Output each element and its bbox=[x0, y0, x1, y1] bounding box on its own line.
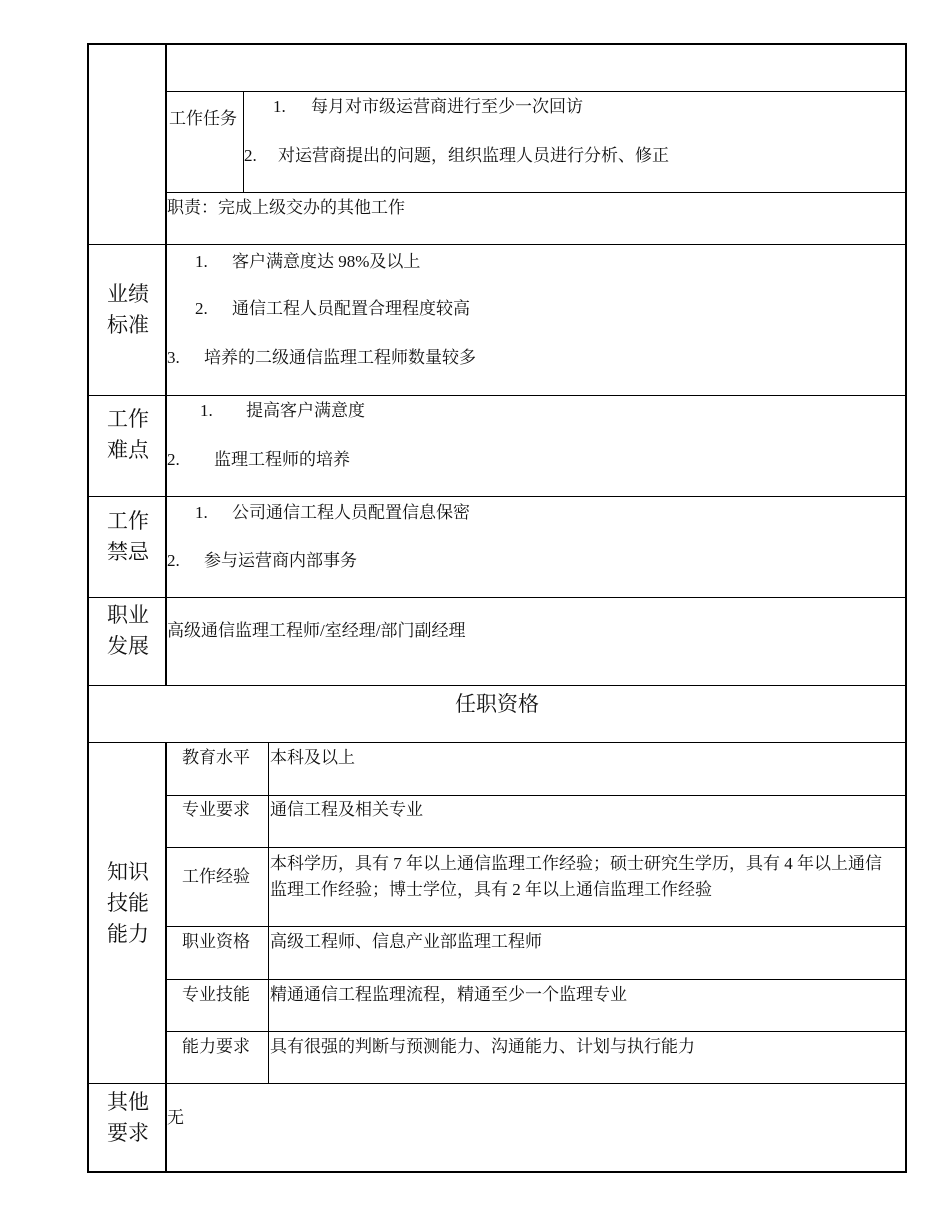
performance-number-2: 2. bbox=[195, 299, 208, 318]
qualification-row-divider bbox=[166, 795, 906, 796]
qualification-row-divider bbox=[166, 926, 906, 927]
qualification-row-divider bbox=[166, 847, 906, 848]
other-requirements-text: 无 bbox=[167, 1108, 184, 1127]
taboo-number-2: 2. bbox=[167, 551, 180, 570]
task-text-1: 每月对市级运营商进行至少一次回访 bbox=[311, 97, 583, 116]
table-border-right bbox=[905, 43, 907, 1173]
duty-other-text: 职责：完成上级交办的其他工作 bbox=[167, 198, 405, 217]
qualification-value-education: 本科及以上 bbox=[270, 748, 355, 767]
difficulty-number-2: 2. bbox=[167, 450, 180, 469]
qualification-name-education: 教育水平 bbox=[182, 748, 250, 767]
qualification-value-experience: 本科学历，具有 7 年以上通信监理工作经验；硕士研究生学历，具有 4 年以上通信监理工作经验；博士学位，具有 2 年以上通信监理工作经验 bbox=[270, 854, 882, 899]
qualification-value-major: 通信工程及相关专业 bbox=[270, 800, 423, 819]
duty-task-divider bbox=[166, 192, 906, 193]
difficulty-text-2: 监理工程师的培养 bbox=[214, 450, 350, 469]
performance-text-1: 客户满意度达 98%及以上 bbox=[232, 252, 421, 271]
career-text: 高级通信监理工程师/室经理/部门副经理 bbox=[167, 621, 466, 640]
task-label-divider bbox=[243, 91, 244, 193]
duty-top-divider bbox=[166, 91, 906, 92]
performance-number-1: 1. bbox=[195, 252, 208, 271]
qualification-value-ability: 具有很强的判断与预测能力、沟通能力、计划与执行能力 bbox=[270, 1037, 695, 1056]
qualification-name-major: 专业要求 bbox=[182, 800, 250, 819]
qualification-value-certification: 高级工程师、信息产业部监理工程师 bbox=[270, 932, 542, 951]
section-divider-difficulty bbox=[88, 395, 906, 396]
other-requirements-label: 其他要求 bbox=[107, 1090, 149, 1145]
performance-label: 业绩标准 bbox=[107, 282, 149, 337]
difficulty-text-1: 提高客户满意度 bbox=[246, 401, 365, 420]
task-text-2: 对运营商提出的问题，组织监理人员进行分析、修正 bbox=[278, 146, 669, 165]
section-divider-career bbox=[88, 597, 906, 598]
performance-number-3: 3. bbox=[167, 348, 180, 367]
section-divider-title bbox=[88, 685, 906, 686]
performance-text-3: 培养的二级通信监理工程师数量较多 bbox=[204, 348, 476, 367]
difficulty-number-1: 1. bbox=[200, 401, 213, 420]
performance-text-2: 通信工程人员配置合理程度较高 bbox=[232, 299, 470, 318]
table-border-bottom bbox=[87, 1171, 907, 1173]
task-number-2: 2. bbox=[244, 146, 257, 165]
section-divider-taboo bbox=[88, 496, 906, 497]
section-divider-performance bbox=[88, 244, 906, 245]
qualification-name-ability: 能力要求 bbox=[182, 1037, 250, 1056]
table-border-top bbox=[87, 43, 907, 45]
taboo-text-2: 参与运营商内部事务 bbox=[204, 551, 357, 570]
taboo-text-1: 公司通信工程人员配置信息保密 bbox=[232, 503, 470, 522]
qualification-title: 任职资格 bbox=[455, 692, 539, 716]
section-divider-other bbox=[88, 1083, 906, 1084]
qualification-name-skill: 专业技能 bbox=[182, 985, 250, 1004]
qualification-row-divider bbox=[166, 979, 906, 980]
qualification-row-divider bbox=[166, 1031, 906, 1032]
qualification-name-experience: 工作经验 bbox=[182, 867, 250, 886]
qualification-value-skill: 精通通信工程监理流程，精通至少一个监理专业 bbox=[270, 985, 627, 1004]
qualification-name-certification: 职业资格 bbox=[182, 932, 250, 951]
career-label: 职业发展 bbox=[107, 603, 149, 658]
difficulty-label: 工作难点 bbox=[107, 407, 149, 462]
taboo-number-1: 1. bbox=[195, 503, 208, 522]
task-label: 工作任务 bbox=[169, 109, 237, 128]
task-number-1: 1. bbox=[273, 97, 286, 116]
section-divider-qualification bbox=[88, 742, 906, 743]
table-border-left bbox=[87, 43, 89, 1173]
taboo-label: 工作禁忌 bbox=[107, 509, 149, 564]
qualification-label: 知识技能能力 bbox=[107, 860, 149, 946]
